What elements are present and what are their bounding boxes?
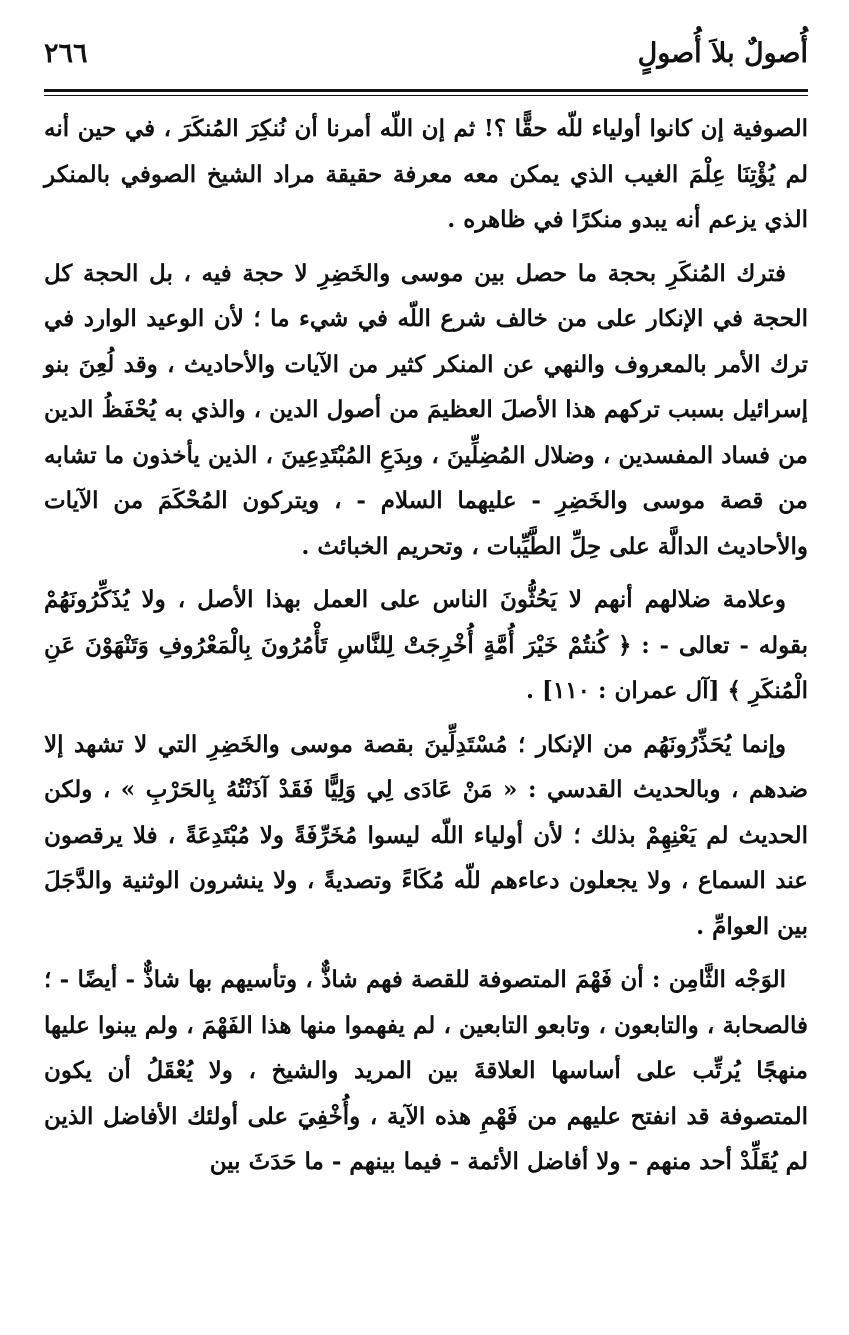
paragraph: الصوفية إن كانوا أولياء للّه حقًّا ؟! ثم إن اللّه أمرنا أن نُنكِرَ المُنكَرَ ، في حين أنه لم يُؤْتِنَا عِلْمَ الغيب الذي يمكن معه معرفة حقيقة مراد الشيخ الصوفي بالمنكر الذي يزعم أنه يبدو منكرًا في ظاهره .: [44, 115, 808, 233]
paragraph: وإنما يُحَذِّرُونَهُم من الإنكار ؛ مُسْتَدِلِّينَ بقصة موسى والخَضِرِ التي لا تشهد إلا ضدهم ، وبالحديث القدسي : « مَنْ عَادَى لِي وَلِيًّا فَقَدْ آذَنْتُهُ بِالحَرْبِ » ، ولكن الحديث لم يَعْنِهِمْ بذلك ؛ لأن أولياء اللّه ليسوا مُخَرِّفَةً ولا مُبْتَدِعَةً ، فلا يرقصون عند السماع ، ولا يجعلون دعاءهم للّه مُكَاءً وتصديةً ، ولا ينشرون الوثنية والدَّجَلَ بين العوامِّ .: [44, 730, 808, 940]
paragraph: وعلامة ضلالهم أنهم لا يَحُثُّونَ الناس على العمل بهذا الأصل ، ولا يُذَكِّرُونَهُمْ بقوله - تعالى - : ﴿ كُنتُمْ خَيْرَ أُمَّةٍ أُخْرِجَتْ لِلنَّاسِ تَأْمُرُونَ بِالْمَعْرُوفِ وَتَنْهَوْنَ عَنِ الْمُنكَرِ ﴾ [آل عمران : ١١٠] .: [44, 586, 808, 704]
page-header: [44, 34, 808, 82]
body-text: [44, 106, 808, 1185]
header-rule-thin: [44, 95, 808, 96]
page-number: ٢٦٦: [44, 38, 88, 69]
paragraph: الوَجْه الثَّامِن : أن فَهْمَ المتصوفة للقصة فهم شاذٌّ ، وتأسيهم بها شاذٌّ - أيضًا - ؛ فالصحابة ، والتابعون ، وتابعو التابعين ، لم يفهموا منها هذا الفَهْمَ ، ولم يبنوا عليها منهجًا يُرتِّب على أساسها العلاقةَ بين المريد والشيخ ، ولا يُعْقَلُ أن يكون المتصوفة قد انفتح عليهم من فَهْمِ هذه الآية ، وأُخْفِيَ على أولئك الأفاضل الذين لم يُقَلِّدْ أحد منهم - ولا أفاضل الأئمة - فيما بينهم - ما حَدَثَ بين: [44, 966, 808, 1175]
paragraph: فترك المُنكَرِ بحجة ما حصل بين موسى والخَضِرِ لا حجة فيه ، بل الحجة كل الحجة في الإنكار على من خالف شرع اللّه في شيء ما ؛ لأن الوعيد الوارد في ترك الأمر بالمعروف والنهي عن المنكر كثير من الآيات والأحاديث ، وقد لُعِنَ بنو إسرائيل بسبب تركهم هذا الأصلَ العظيمَ من أصول الدين ، والذي به يُحْفَظُ الدين من فساد المفسدين ، وضلال المُضِلِّينَ ، وبِدَعِ المُبْتَدِعِينَ ، الذين يأخذون ما تشابه من قصة موسى والخَضِرِ - عليهما السلام - ، ويتركون المُحْكَمَ من الآيات والأحاديث الدالَّة على حِلِّ الطَّيِّبات ، وتحريم الخبائث .: [44, 259, 808, 560]
header-rule: [44, 89, 808, 92]
running-title: أُصولٌ بلاَ أُصولٍ: [637, 38, 808, 69]
